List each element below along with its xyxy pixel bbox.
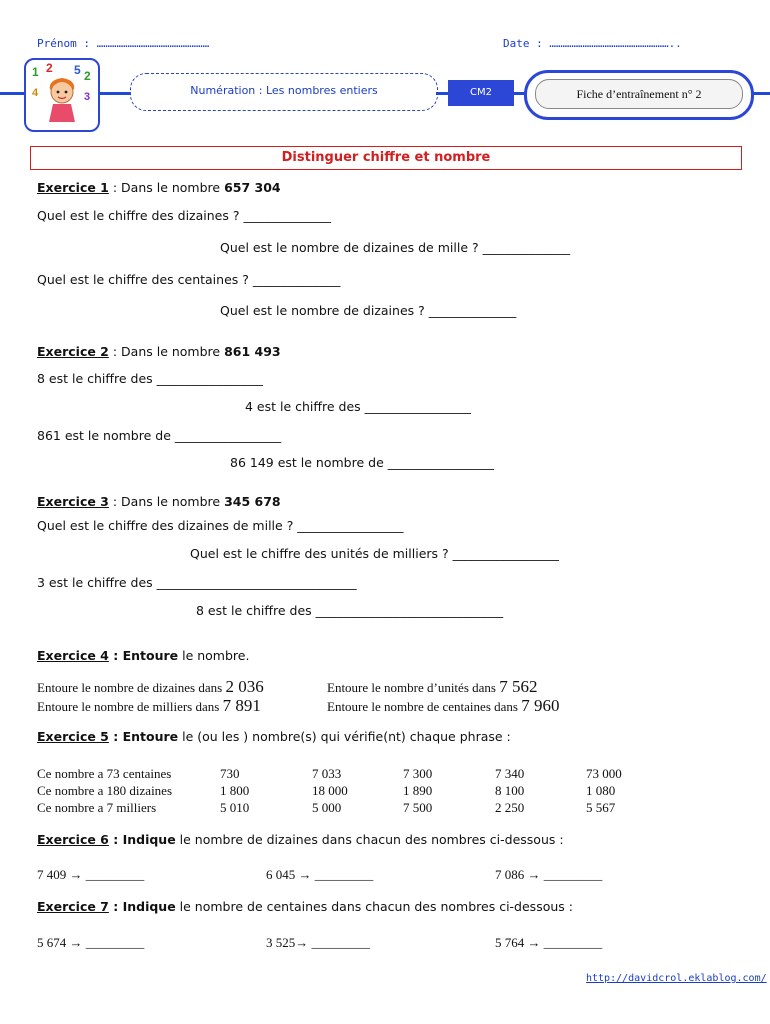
sheet-badge <box>524 70 754 120</box>
footer-link[interactable]: http://davidcrol.eklablog.com/ <box>586 973 767 984</box>
exercise-instruction: le nombre de dizaines dans chacun des nombres ci-dessous : <box>175 832 564 847</box>
exercise-4-heading: Exercice 4 : Entoure le nombre. <box>37 648 250 663</box>
answer-item[interactable]: 5 764 → _________ <box>495 935 603 950</box>
date-field: Date : ……………………………………………….. <box>503 37 682 50</box>
exercise-line: 86 149 est le nombre de _________________ <box>230 455 494 470</box>
table-cell[interactable]: 7 340 <box>495 766 525 781</box>
level-badge: CM2 <box>448 80 514 106</box>
exercise-label: Exercice 2 <box>37 344 109 359</box>
exercise-7-heading: Exercice 7 : Indique le nombre de centaines dans chacun des nombres ci-dessous : <box>37 899 573 914</box>
exercise-instruction: le nombre. <box>178 648 250 663</box>
exercise-3-heading <box>37 494 281 509</box>
table-cell[interactable]: 7 033 <box>312 766 342 781</box>
svg-text:4: 4 <box>32 87 39 99</box>
exercise-line: Quel est le nombre de dizaines ? ______________ <box>220 303 517 318</box>
exercise-5-heading: Exercice 5 : Entoure le (ou les ) nombre(s) qui vérifie(nt) chaque phrase : <box>37 729 511 744</box>
exercise-6-heading: Exercice 6 : Indique le nombre de dizaines dans chacun des nombres ci-dessous : <box>37 832 564 847</box>
table-row-phrase: Ce nombre a 180 dizaines <box>37 783 173 798</box>
table-cell[interactable]: 2 250 <box>495 800 525 815</box>
exercise-line: Quel est le chiffre des dizaines ? ______________ <box>37 208 331 223</box>
theme-text: Numération : Les nombres entiers <box>190 84 378 97</box>
exercise-verb: Indique <box>122 832 176 847</box>
table-cell[interactable]: 1 800 <box>220 783 250 798</box>
table-cell[interactable]: 73 000 <box>586 766 622 781</box>
page-title: Distinguer chiffre et nombre <box>30 146 742 170</box>
svg-text:5: 5 <box>74 63 81 77</box>
answer-item[interactable]: 6 045 → _________ <box>266 867 374 882</box>
exercise-label: Exercice 3 <box>37 494 109 509</box>
exercise-label: Exercice 1 <box>37 180 109 195</box>
circle-item: Entoure le nombre d’unités dans 7 562 <box>327 677 538 696</box>
table-cell[interactable]: 7 500 <box>403 800 433 815</box>
table-row-phrase: Ce nombre a 73 centaines <box>37 766 172 781</box>
table-cell[interactable]: 5 567 <box>586 800 616 815</box>
exercise-label: Exercice 7 <box>37 899 109 914</box>
svg-text:1: 1 <box>32 65 39 79</box>
table-cell[interactable]: 18 000 <box>312 783 348 798</box>
target-number[interactable]: 7 891 <box>222 696 261 715</box>
girl-numbers-icon <box>26 60 98 130</box>
exercise-verb: Indique <box>122 899 176 914</box>
banner-line-left <box>0 92 24 95</box>
table-cell[interactable]: 7 300 <box>403 766 433 781</box>
exercise-line: Quel est le chiffre des unités de milliers ? _________________ <box>190 546 559 561</box>
target-number[interactable]: 7 960 <box>521 696 560 715</box>
exercise-line: Quel est le nombre de dizaines de mille ? ______________ <box>220 240 571 255</box>
exercise-line: 8 est le chiffre des ______________________________ <box>196 603 504 618</box>
exercise-number: 345 678 <box>224 494 281 509</box>
answer-item[interactable]: 5 674 → _________ <box>37 935 145 950</box>
table-row-phrase: Ce nombre a 7 milliers <box>37 800 157 815</box>
exercise-intro: : Dans le nombre <box>108 344 225 359</box>
prenom-field: Prénom : …………………………………………… <box>37 37 210 50</box>
exercise-1-heading <box>37 180 281 195</box>
exercise-instruction: le nombre de centaines dans chacun des nombres ci-dessous : <box>175 899 573 914</box>
theme-box <box>130 73 438 111</box>
exercise-line: Quel est le chiffre des dizaines de mille ? _________________ <box>37 518 404 533</box>
exercise-intro: : Dans le nombre <box>108 494 225 509</box>
table-cell[interactable]: 1 080 <box>586 783 616 798</box>
exercise-intro: : Dans le nombre <box>108 180 225 195</box>
table-cell[interactable]: 8 100 <box>495 783 525 798</box>
exercise-verb: Entoure <box>122 729 179 744</box>
exercise-2-heading <box>37 344 281 359</box>
banner-line-mid <box>96 92 130 95</box>
target-number[interactable]: 2 036 <box>225 677 264 696</box>
exercise-number: 657 304 <box>224 180 281 195</box>
exercise-instruction: le (ou les ) nombre(s) qui vérifie(nt) chaque phrase : <box>178 729 511 744</box>
svg-text:2: 2 <box>46 61 53 75</box>
svg-text:3: 3 <box>84 91 91 103</box>
circle-item: Entoure le nombre de milliers dans 7 891 <box>37 696 261 715</box>
logo-girl-numbers <box>24 58 100 132</box>
exercise-verb: Entoure <box>122 648 179 663</box>
table-cell[interactable]: 5 000 <box>312 800 342 815</box>
answer-item[interactable]: 3 525→ _________ <box>266 935 370 950</box>
circle-item: Entoure le nombre de centaines dans 7 960 <box>327 696 560 715</box>
exercise-line: 8 est le chiffre des _________________ <box>37 371 263 386</box>
answer-item[interactable]: 7 409 → _________ <box>37 867 145 882</box>
svg-text:2: 2 <box>84 69 91 83</box>
table-cell[interactable]: 5 010 <box>220 800 250 815</box>
exercise-line: 3 est le chiffre des ________________________________ <box>37 575 357 590</box>
answer-item[interactable]: 7 086 → _________ <box>495 867 603 882</box>
exercise-label: Exercice 5 <box>37 729 109 744</box>
exercise-label: Exercice 4 <box>37 648 109 663</box>
footer-link-wrap <box>586 966 767 985</box>
table-cell[interactable]: 730 <box>220 766 240 781</box>
table-cell[interactable]: 1 890 <box>403 783 433 798</box>
circle-item: Entoure le nombre de dizaines dans 2 036 <box>37 677 264 696</box>
exercise-label: Exercice 6 <box>37 832 109 847</box>
exercise-line: 4 est le chiffre des _________________ <box>245 399 471 414</box>
exercise-line: Quel est le chiffre des centaines ? ______________ <box>37 272 341 287</box>
sheet-text: Fiche d’entraînement n° 2 <box>535 79 743 109</box>
target-number[interactable]: 7 562 <box>499 677 538 696</box>
exercise-number: 861 493 <box>224 344 281 359</box>
exercise-line: 861 est le nombre de _________________ <box>37 428 282 443</box>
